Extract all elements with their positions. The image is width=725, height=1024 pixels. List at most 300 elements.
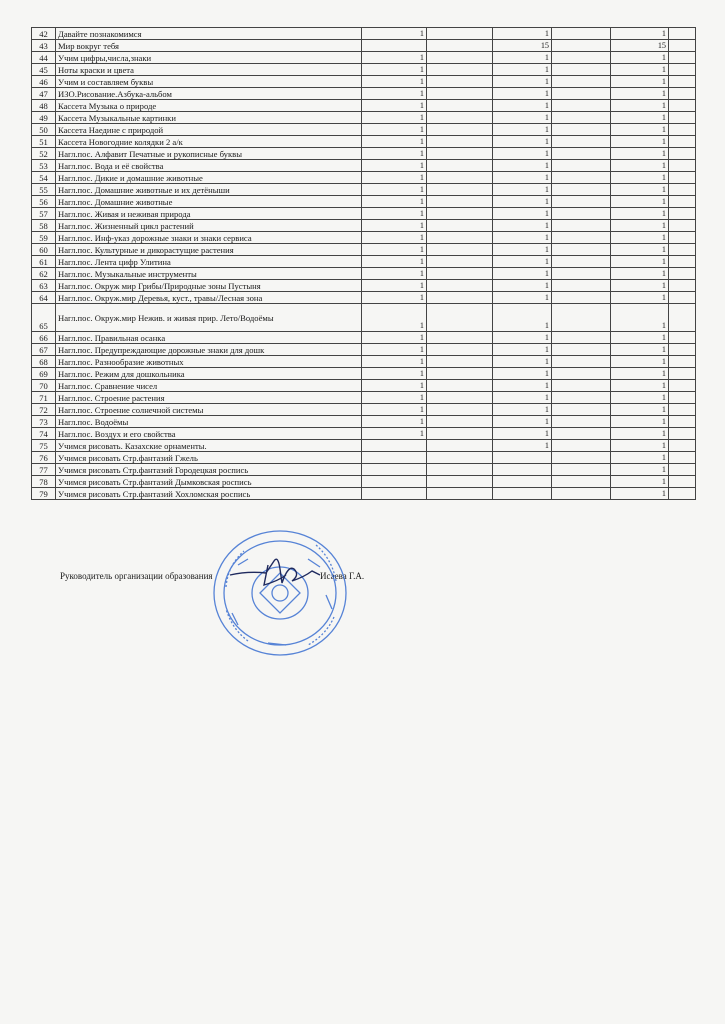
row-number: 49 — [32, 112, 56, 124]
row-number: 68 — [32, 356, 56, 368]
qty-col-5: 1 — [611, 148, 669, 160]
qty-col-2 — [427, 220, 493, 232]
item-title: Нагл.пос. Окруж.мир Деревья, куст., травы/Лесная зона — [56, 292, 362, 304]
item-title: Нагл.пос. Разнообразие животных — [56, 356, 362, 368]
qty-col-6 — [669, 476, 696, 488]
qty-col-1: 1 — [362, 136, 427, 148]
qty-col-6 — [669, 136, 696, 148]
qty-col-3: 1 — [493, 196, 552, 208]
qty-col-6 — [669, 244, 696, 256]
qty-col-3: 1 — [493, 232, 552, 244]
qty-col-5: 1 — [611, 256, 669, 268]
qty-col-4 — [552, 40, 611, 52]
qty-col-2 — [427, 100, 493, 112]
qty-col-3 — [493, 464, 552, 476]
qty-col-4 — [552, 488, 611, 500]
item-title: Мир вокруг тебя — [56, 40, 362, 52]
qty-col-5: 1 — [611, 304, 669, 332]
row-number: 73 — [32, 416, 56, 428]
item-title: Учимся рисовать. Казахские орнаменты. — [56, 440, 362, 452]
qty-col-3: 1 — [493, 256, 552, 268]
item-title: Нагл.пос. Домашние животные — [56, 196, 362, 208]
table-row — [32, 100, 696, 112]
qty-col-3: 1 — [493, 52, 552, 64]
qty-col-5: 1 — [611, 244, 669, 256]
qty-col-6 — [669, 172, 696, 184]
qty-col-2 — [427, 304, 493, 332]
qty-col-5: 1 — [611, 208, 669, 220]
signer-name: Исаева Г.А. — [320, 571, 365, 581]
table-row — [32, 184, 696, 196]
qty-col-2 — [427, 244, 493, 256]
qty-col-1: 1 — [362, 268, 427, 280]
qty-col-1: 1 — [362, 88, 427, 100]
qty-col-6 — [669, 232, 696, 244]
qty-col-4 — [552, 380, 611, 392]
qty-col-4 — [552, 268, 611, 280]
qty-col-5: 1 — [611, 416, 669, 428]
qty-col-6 — [669, 124, 696, 136]
qty-col-5: 1 — [611, 88, 669, 100]
qty-col-6 — [669, 112, 696, 124]
qty-col-1: 1 — [362, 52, 427, 64]
qty-col-2 — [427, 148, 493, 160]
qty-col-5: 1 — [611, 368, 669, 380]
qty-col-3: 1 — [493, 220, 552, 232]
row-number: 52 — [32, 148, 56, 160]
item-title: Нагл.пос. Окруж.мир Нежив. и живая прир. Лето/Водоёмы — [56, 304, 362, 332]
qty-col-3: 1 — [493, 100, 552, 112]
item-title: Нагл.пос. Вода и её свойства — [56, 160, 362, 172]
qty-col-2 — [427, 124, 493, 136]
qty-col-3: 1 — [493, 208, 552, 220]
row-number: 46 — [32, 76, 56, 88]
qty-col-5: 1 — [611, 220, 669, 232]
item-title: Нагл.пос. Водоёмы — [56, 416, 362, 428]
qty-col-4 — [552, 232, 611, 244]
table-row — [32, 428, 696, 440]
qty-col-2 — [427, 440, 493, 452]
qty-col-3: 1 — [493, 356, 552, 368]
qty-col-4 — [552, 256, 611, 268]
qty-col-6 — [669, 88, 696, 100]
qty-col-1: 1 — [362, 28, 427, 40]
row-number: 45 — [32, 64, 56, 76]
qty-col-1: 1 — [362, 416, 427, 428]
qty-col-5: 1 — [611, 196, 669, 208]
qty-col-1: 1 — [362, 256, 427, 268]
table-row — [32, 148, 696, 160]
table-row — [32, 88, 696, 100]
item-title: Кассета Наедине с природой — [56, 124, 362, 136]
qty-col-5: 1 — [611, 452, 669, 464]
qty-col-5: 1 — [611, 268, 669, 280]
qty-col-4 — [552, 136, 611, 148]
qty-col-1: 1 — [362, 124, 427, 136]
qty-col-6 — [669, 148, 696, 160]
qty-col-2 — [427, 488, 493, 500]
qty-col-1: 1 — [362, 356, 427, 368]
qty-col-6 — [669, 368, 696, 380]
qty-col-1: 1 — [362, 404, 427, 416]
item-title: Нагл.пос. Музыкальные инструменты — [56, 268, 362, 280]
table-row — [32, 124, 696, 136]
row-number: 70 — [32, 380, 56, 392]
row-number: 44 — [32, 52, 56, 64]
table-row — [32, 64, 696, 76]
qty-col-1: 1 — [362, 304, 427, 332]
qty-col-6 — [669, 100, 696, 112]
item-title: Учим цифры,числа,знаки — [56, 52, 362, 64]
qty-col-6 — [669, 464, 696, 476]
qty-col-6 — [669, 404, 696, 416]
qty-col-2 — [427, 40, 493, 52]
qty-col-6 — [669, 196, 696, 208]
table-row — [32, 28, 696, 40]
qty-col-3: 1 — [493, 136, 552, 148]
item-title: Нагл.пос. Предупреждающие дорожные знаки для дошк — [56, 344, 362, 356]
qty-col-2 — [427, 268, 493, 280]
qty-col-2 — [427, 256, 493, 268]
qty-col-6 — [669, 256, 696, 268]
row-number: 64 — [32, 292, 56, 304]
qty-col-2 — [427, 28, 493, 40]
item-title: Учимся рисовать Стр.фантазий Городецкая роспись — [56, 464, 362, 476]
qty-col-4 — [552, 344, 611, 356]
table-row — [32, 368, 696, 380]
table-row — [32, 404, 696, 416]
table-row — [32, 380, 696, 392]
table-row — [32, 172, 696, 184]
qty-col-4 — [552, 184, 611, 196]
qty-col-1: 1 — [362, 344, 427, 356]
qty-col-3: 1 — [493, 404, 552, 416]
qty-col-5: 1 — [611, 332, 669, 344]
qty-col-5: 1 — [611, 160, 669, 172]
item-title: Ноты краски и цвета — [56, 64, 362, 76]
qty-col-4 — [552, 452, 611, 464]
qty-col-4 — [552, 440, 611, 452]
qty-col-5: 1 — [611, 344, 669, 356]
qty-col-2 — [427, 404, 493, 416]
qty-col-1 — [362, 476, 427, 488]
qty-col-1 — [362, 464, 427, 476]
qty-col-2 — [427, 380, 493, 392]
row-number: 74 — [32, 428, 56, 440]
qty-col-1: 1 — [362, 220, 427, 232]
qty-col-1: 1 — [362, 208, 427, 220]
qty-col-5: 1 — [611, 112, 669, 124]
qty-col-2 — [427, 280, 493, 292]
qty-col-5: 1 — [611, 28, 669, 40]
table-row — [32, 332, 696, 344]
qty-col-4 — [552, 88, 611, 100]
table-row — [32, 244, 696, 256]
qty-col-6 — [669, 452, 696, 464]
table-row — [32, 160, 696, 172]
table-row — [32, 232, 696, 244]
qty-col-3: 1 — [493, 368, 552, 380]
row-number: 60 — [32, 244, 56, 256]
qty-col-6 — [669, 208, 696, 220]
qty-col-1: 1 — [362, 172, 427, 184]
qty-col-4 — [552, 368, 611, 380]
qty-col-5: 1 — [611, 428, 669, 440]
qty-col-2 — [427, 76, 493, 88]
qty-col-3 — [493, 488, 552, 500]
table-row — [32, 268, 696, 280]
qty-col-1: 1 — [362, 280, 427, 292]
qty-col-4 — [552, 52, 611, 64]
qty-col-4 — [552, 196, 611, 208]
item-title: Нагл.пос. Лента цифр Улитина — [56, 256, 362, 268]
qty-col-6 — [669, 292, 696, 304]
qty-col-5: 1 — [611, 184, 669, 196]
qty-col-4 — [552, 208, 611, 220]
qty-col-3: 1 — [493, 344, 552, 356]
row-number: 50 — [32, 124, 56, 136]
qty-col-3: 1 — [493, 76, 552, 88]
qty-col-5: 1 — [611, 476, 669, 488]
row-number: 55 — [32, 184, 56, 196]
qty-col-4 — [552, 100, 611, 112]
qty-col-3: 1 — [493, 160, 552, 172]
qty-col-4 — [552, 392, 611, 404]
qty-col-4 — [552, 64, 611, 76]
qty-col-5: 1 — [611, 380, 669, 392]
qty-col-2 — [427, 196, 493, 208]
qty-col-5: 1 — [611, 292, 669, 304]
row-number: 57 — [32, 208, 56, 220]
qty-col-3: 1 — [493, 380, 552, 392]
qty-col-3: 1 — [493, 428, 552, 440]
row-number: 47 — [32, 88, 56, 100]
row-number: 42 — [32, 28, 56, 40]
qty-col-3: 1 — [493, 184, 552, 196]
qty-col-1: 1 — [362, 332, 427, 344]
official-stamp-icon — [208, 525, 352, 657]
qty-col-2 — [427, 452, 493, 464]
row-number: 77 — [32, 464, 56, 476]
qty-col-3 — [493, 476, 552, 488]
qty-col-4 — [552, 148, 611, 160]
qty-col-3: 1 — [493, 416, 552, 428]
qty-col-1: 1 — [362, 244, 427, 256]
row-number: 43 — [32, 40, 56, 52]
qty-col-2 — [427, 160, 493, 172]
row-number: 48 — [32, 100, 56, 112]
qty-col-3: 1 — [493, 332, 552, 344]
qty-col-1 — [362, 452, 427, 464]
table-row — [32, 464, 696, 476]
table-row — [32, 416, 696, 428]
qty-col-2 — [427, 332, 493, 344]
qty-col-4 — [552, 160, 611, 172]
qty-col-2 — [427, 208, 493, 220]
item-title: Нагл.пос. Инф-указ дорожные знаки и знаки сервиса — [56, 232, 362, 244]
item-title: ИЗО.Рисование.Азбука-альбом — [56, 88, 362, 100]
row-number: 79 — [32, 488, 56, 500]
qty-col-1 — [362, 440, 427, 452]
qty-col-1: 1 — [362, 100, 427, 112]
qty-col-2 — [427, 172, 493, 184]
qty-col-2 — [427, 232, 493, 244]
qty-col-5: 1 — [611, 52, 669, 64]
qty-col-1 — [362, 488, 427, 500]
qty-col-5: 1 — [611, 280, 669, 292]
qty-col-3: 15 — [493, 40, 552, 52]
qty-col-4 — [552, 356, 611, 368]
qty-col-4 — [552, 220, 611, 232]
qty-col-1: 1 — [362, 196, 427, 208]
qty-col-5: 1 — [611, 76, 669, 88]
row-number: 76 — [32, 452, 56, 464]
qty-col-2 — [427, 428, 493, 440]
qty-col-4 — [552, 416, 611, 428]
table-row — [32, 488, 696, 500]
row-number: 51 — [32, 136, 56, 148]
qty-col-5: 1 — [611, 440, 669, 452]
qty-col-1: 1 — [362, 160, 427, 172]
qty-col-2 — [427, 416, 493, 428]
item-title: Нагл.пос. Строение растения — [56, 392, 362, 404]
qty-col-1: 1 — [362, 392, 427, 404]
qty-col-4 — [552, 404, 611, 416]
row-number: 65 — [32, 304, 56, 332]
qty-col-2 — [427, 136, 493, 148]
qty-col-3: 1 — [493, 88, 552, 100]
qty-col-4 — [552, 476, 611, 488]
qty-col-2 — [427, 184, 493, 196]
qty-col-3: 1 — [493, 28, 552, 40]
table-row — [32, 112, 696, 124]
row-number: 56 — [32, 196, 56, 208]
qty-col-2 — [427, 464, 493, 476]
qty-col-4 — [552, 112, 611, 124]
table-row — [32, 40, 696, 52]
table-row — [32, 356, 696, 368]
item-title: Нагл.пос. Домашние животные и их детёныши — [56, 184, 362, 196]
qty-col-3: 1 — [493, 172, 552, 184]
row-number: 75 — [32, 440, 56, 452]
item-title: Нагл.пос. Режим для дошкольника — [56, 368, 362, 380]
table-row — [32, 256, 696, 268]
qty-col-3: 1 — [493, 148, 552, 160]
qty-col-1: 1 — [362, 368, 427, 380]
item-title: Нагл.пос. Дикие и домашние животные — [56, 172, 362, 184]
item-title: Учимся рисовать Стр.фантазий Хохломская роспись — [56, 488, 362, 500]
qty-col-6 — [669, 332, 696, 344]
item-title: Кассета Новогодние колядки 2 а/к — [56, 136, 362, 148]
qty-col-1: 1 — [362, 380, 427, 392]
table-row — [32, 440, 696, 452]
qty-col-6 — [669, 184, 696, 196]
qty-col-6 — [669, 28, 696, 40]
row-number: 54 — [32, 172, 56, 184]
qty-col-6 — [669, 356, 696, 368]
qty-col-2 — [427, 344, 493, 356]
table-row — [32, 280, 696, 292]
qty-col-1: 1 — [362, 232, 427, 244]
qty-col-6 — [669, 344, 696, 356]
row-number: 53 — [32, 160, 56, 172]
item-title: Учим и составляем буквы — [56, 76, 362, 88]
row-number: 62 — [32, 268, 56, 280]
qty-col-3: 1 — [493, 304, 552, 332]
item-title: Учимся рисовать Стр.фантазий Дымковская роспись — [56, 476, 362, 488]
table-row — [32, 392, 696, 404]
table-row — [32, 136, 696, 148]
qty-col-2 — [427, 64, 493, 76]
row-number: 67 — [32, 344, 56, 356]
qty-col-1: 1 — [362, 184, 427, 196]
qty-col-4 — [552, 28, 611, 40]
head-position-label: Руководитель организации образования — [60, 571, 213, 581]
qty-col-5: 1 — [611, 100, 669, 112]
row-number: 72 — [32, 404, 56, 416]
qty-col-3: 1 — [493, 292, 552, 304]
qty-col-6 — [669, 76, 696, 88]
item-title: Нагл.пос. Культурные и дикорастущие растения — [56, 244, 362, 256]
qty-col-6 — [669, 416, 696, 428]
qty-col-3 — [493, 452, 552, 464]
item-title: Учимся рисовать Стр.фантазий Гжель — [56, 452, 362, 464]
qty-col-6 — [669, 440, 696, 452]
qty-col-4 — [552, 292, 611, 304]
qty-col-6 — [669, 304, 696, 332]
qty-col-4 — [552, 280, 611, 292]
qty-col-1: 1 — [362, 148, 427, 160]
qty-col-2 — [427, 88, 493, 100]
qty-col-1: 1 — [362, 292, 427, 304]
qty-col-5: 1 — [611, 464, 669, 476]
qty-col-1 — [362, 40, 427, 52]
qty-col-2 — [427, 52, 493, 64]
row-number: 59 — [32, 232, 56, 244]
item-title: Нагл.пос. Воздух и его свойства — [56, 428, 362, 440]
row-number: 66 — [32, 332, 56, 344]
table-row — [32, 220, 696, 232]
qty-col-6 — [669, 488, 696, 500]
qty-col-4 — [552, 464, 611, 476]
qty-col-6 — [669, 52, 696, 64]
qty-col-5: 1 — [611, 404, 669, 416]
qty-col-6 — [669, 392, 696, 404]
qty-col-5: 1 — [611, 64, 669, 76]
qty-col-1: 1 — [362, 64, 427, 76]
qty-col-1: 1 — [362, 76, 427, 88]
qty-col-4 — [552, 244, 611, 256]
qty-col-5: 1 — [611, 124, 669, 136]
qty-col-6 — [669, 40, 696, 52]
table-row — [32, 76, 696, 88]
table-row — [32, 208, 696, 220]
qty-col-5: 1 — [611, 488, 669, 500]
item-title: Нагл.пос. Окруж мир Грибы/Природные зоны Пустыня — [56, 280, 362, 292]
table-row — [32, 52, 696, 64]
qty-col-4 — [552, 332, 611, 344]
item-title: Нагл.пос. Сравнение чисел — [56, 380, 362, 392]
qty-col-5: 15 — [611, 40, 669, 52]
qty-col-4 — [552, 76, 611, 88]
row-number: 69 — [32, 368, 56, 380]
qty-col-2 — [427, 476, 493, 488]
row-number: 78 — [32, 476, 56, 488]
qty-col-6 — [669, 64, 696, 76]
qty-col-1: 1 — [362, 428, 427, 440]
qty-col-6 — [669, 160, 696, 172]
qty-col-6 — [669, 280, 696, 292]
